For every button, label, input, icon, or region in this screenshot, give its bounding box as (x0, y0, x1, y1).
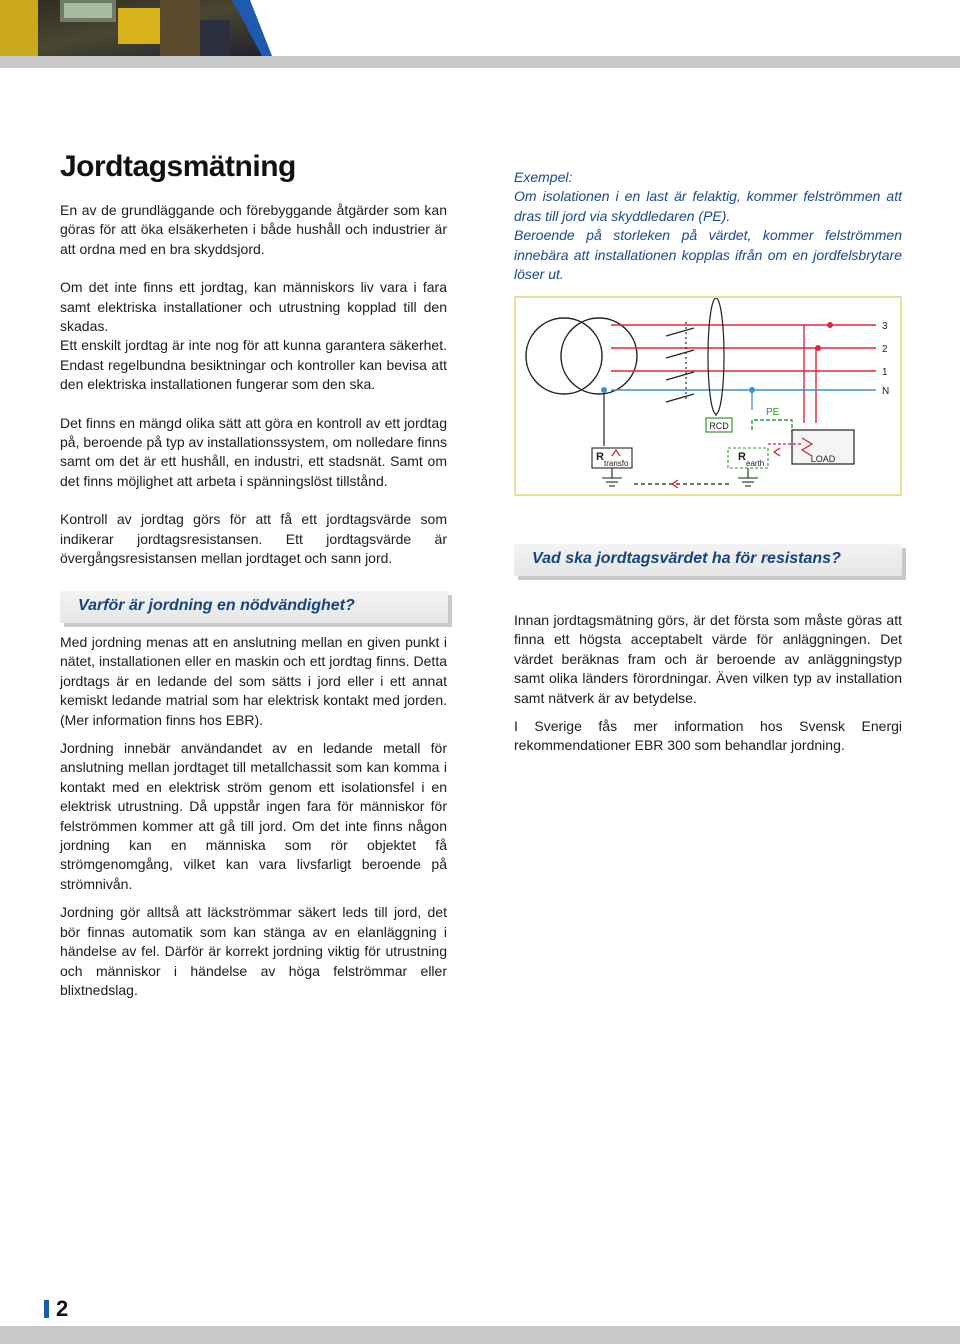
example-box (514, 168, 902, 284)
junction-dots (815, 322, 833, 351)
resistance-section (514, 611, 902, 756)
resistance-paragraph: Innan jordtagsmätning görs, är det första som måste göras att finna ett högsta acceptabelt värde för anläggningen. Det värdet beräknas fram och är beroende av anläggningstyp samt olika länders förordningar. Även vilken typ av installation samt nätverk är av betydelse. (514, 612, 902, 706)
intro-paragraph: En av de grundläggande och förebyggande åtgärder som kan göras för att öka elsäkerheten i både hushåll och industrier är att ordna med en bra skyddsjord. (60, 202, 447, 257)
r-transfo-subscript: transfo (604, 459, 629, 468)
page-title: Jordtagsmätning (60, 150, 296, 183)
r-earth-letter: R (738, 451, 746, 463)
page-marker-icon (44, 1300, 49, 1318)
fault-arrow-icon (774, 448, 780, 456)
intro-paragraph: Ett enskilt jordtag är inte nog för att kunna garantera säkerhet. Endast regelbundna besiktningar och kontroller kan bevisa att den elektriska installationen fungerar som den ska. (60, 337, 447, 393)
earth-symbol-icon (602, 468, 622, 486)
footer-gray-rule (0, 1326, 960, 1344)
page-number (44, 1296, 68, 1322)
resistance-paragraph: I Sverige fås mer information hos Svensk Energi rekommendationer EBR 300 som behandlar jordning. (514, 718, 902, 754)
transformer-secondary-icon (561, 318, 637, 394)
intro-paragraph: Det finns en mängd olika sätt att göra en kontroll av ett jordtag på, beroende på typ av installationssystem, om nolledare finns samt om det är ett hushåll, en industri, ett stadsnät. Samt om det finns möjlighet att arbeta i spänningslöst tillstånd. (60, 414, 447, 489)
neutral-junction (601, 387, 607, 393)
pe-conductor (752, 420, 792, 432)
heading-why: Varför är jordning en nödvändighet? (78, 597, 355, 614)
neutral-junction (749, 387, 755, 393)
phase-conductors (611, 325, 876, 423)
intro-paragraph: Kontroll av jordtag görs för att få ett jordtagsvärde som indikerar jordtagsresistansen. Ett jordtagsvärde är övergångsresistansen mellan jordtaget och sann jord. (60, 511, 447, 567)
rcd-label: RCD (709, 421, 729, 431)
line-label-3: 3 (882, 321, 888, 332)
line-label-n: N (882, 386, 890, 397)
pe-label: PE (766, 407, 780, 418)
heading-banner-resistance (514, 544, 902, 576)
line-labels (882, 321, 889, 397)
header-photo (0, 0, 272, 56)
why-section (60, 633, 447, 1000)
earthing-diagram (514, 296, 902, 496)
header-photo-graphic (0, 0, 272, 56)
line-label-1: 1 (882, 367, 888, 378)
heading-resistance: Vad ska jordtagsvärdet ha för resistans? (532, 550, 841, 567)
r-earth-subscript: earth (746, 459, 765, 468)
example-text: Om isolationen i en last är felaktig, kommer felströmmen att dras till jord via skyddledaren (PE). (514, 188, 902, 224)
load-label: LOAD (810, 454, 836, 464)
r-transfo-letter: R (596, 451, 604, 463)
page-number-value: 2 (56, 1296, 69, 1321)
earth-symbol-icon (738, 468, 758, 486)
diagram-graphic (516, 298, 900, 494)
intro-paragraph: Om det inte finns ett jordtag, kan människors liv vara i fara samt elektriska installationer och utrustning kopplad till den skadas. (60, 279, 447, 335)
rcd-switches (666, 298, 724, 414)
example-label: Exempel: (514, 169, 573, 185)
transformer-primary-icon (526, 318, 602, 394)
why-paragraph: Jordning innebär användandet av en ledande metall för anslutning mellan jordtaget till metallchassit som kan komma i kontakt med en elektrisk ström genom ett isolationsfel i en elektrisk utrustning. Då uppstår ingen fara för människor för felströmmen kommer att gå till jord. Om det inte finns någon jordning kan en människa som rör objektet få strömgenomgång, vilket kan vara livsfarligt beroende på strömnivån. (60, 740, 447, 892)
header-gray-rule (0, 56, 960, 68)
example-text: Beroende på storleken på värdet, kommer felströmmen innebära att installationen kopplas ifrån om en jordfelsbrytare löser ut. (514, 227, 902, 283)
why-paragraph: Med jordning menas att en anslutning mellan en given punkt i nätet, installationen eller en maskin och ett jordtag finns. Detta jordtags är en ledande del som sätts i jord eller i ett annat kemiskt ledande matrial som har elektrisk kontakt med jorden. (Mer information finns hos EBR). (60, 634, 447, 728)
line-label-2: 2 (882, 344, 888, 355)
why-paragraph: Jordning gör alltså att läckströmmar säkert leds till jord, det bör finnas automatik som kan stänga av en elanläggning i händelse av fel. Därför är korrekt jordning viktig för utrustning och människor i händelse av höga felströmmar eller blixtnedslag. (60, 904, 447, 998)
intro-section (60, 201, 447, 569)
heading-banner-why (60, 591, 448, 623)
